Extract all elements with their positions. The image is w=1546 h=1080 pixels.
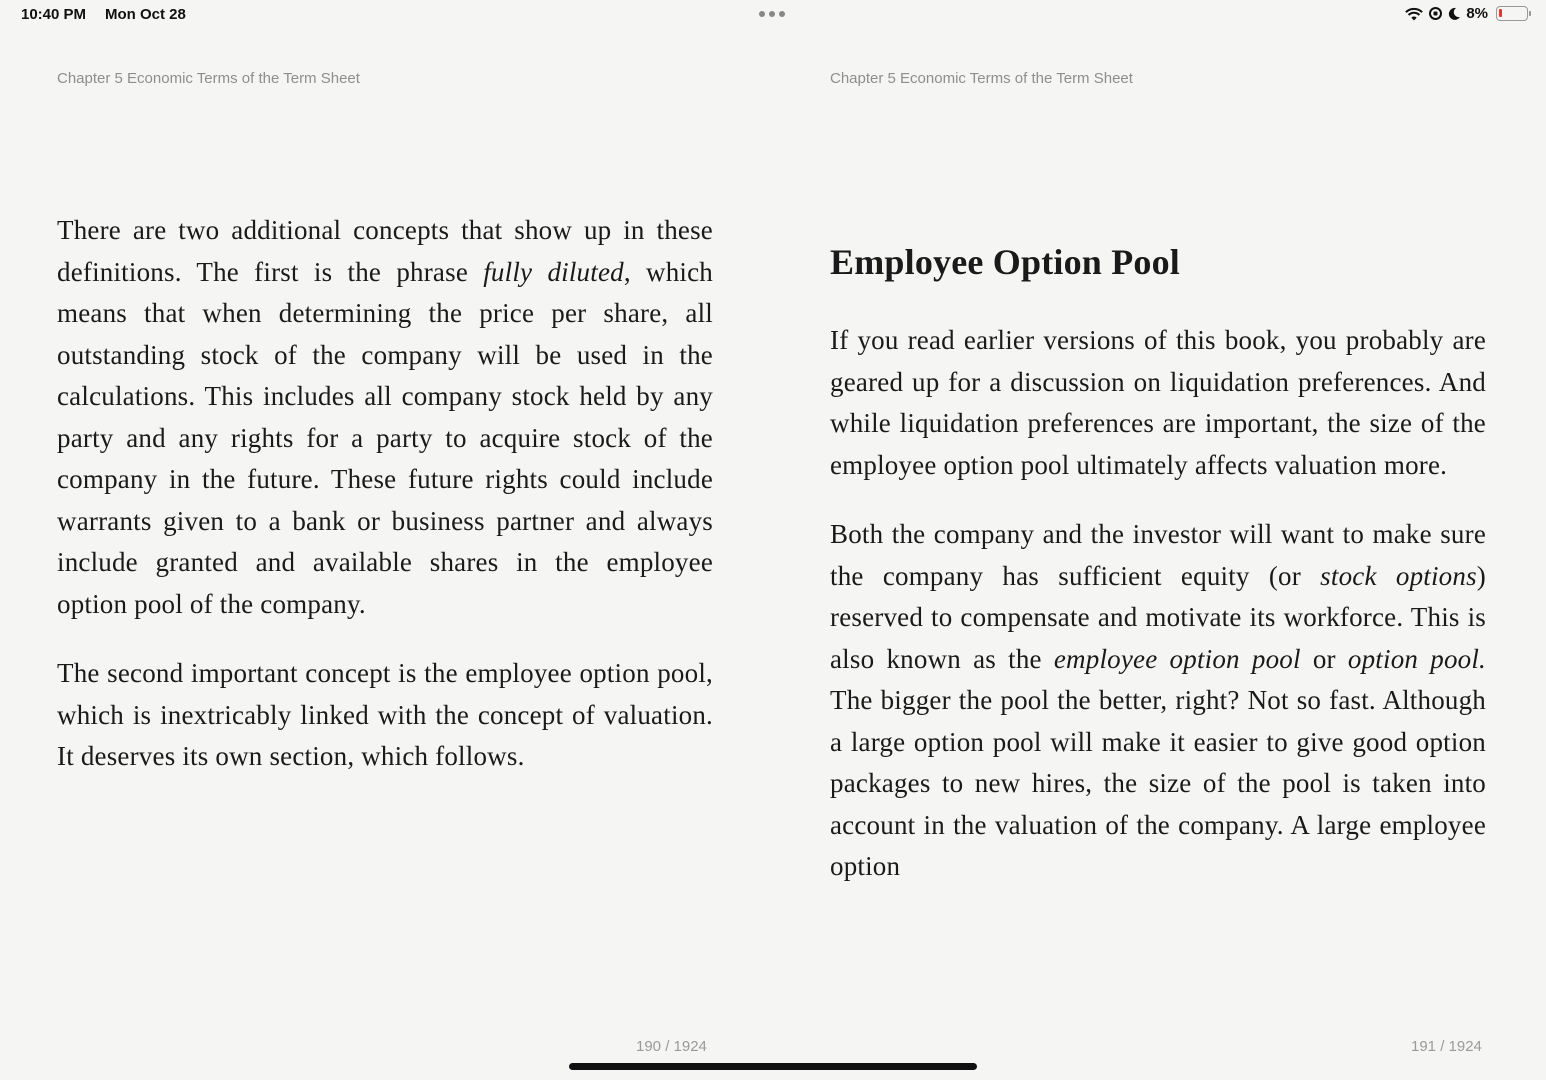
- multitasking-menu-icon[interactable]: [759, 11, 785, 17]
- status-time: 10:40 PM: [21, 6, 87, 23]
- status-bar: [0, 0, 1546, 32]
- page-number-right: 191 / 1924: [1411, 1038, 1482, 1055]
- term-stock-options: stock options: [1320, 560, 1477, 591]
- orientation-lock-icon: [1428, 6, 1443, 21]
- section-heading: Employee Option Pool: [830, 242, 1181, 282]
- right-paragraph-2: Both the company and the investor will want to make sure the company has sufficient equity (or stock options) reserved to compensate and motivate its workforce. This is also known as the employee option pool or option pool. The bigger the pool the better, right? Not so fast. Although a large option pool will make it easier to give good option packages to new hires, the size of the pool is taken into account in the valuation of the company. A large employee option: [830, 519, 1486, 881]
- term-option-pool: option pool.: [1347, 643, 1486, 674]
- moon-icon: [1448, 7, 1461, 21]
- home-indicator[interactable]: [569, 1063, 977, 1070]
- status-indicators: [1405, 5, 1528, 22]
- term-fully-diluted: fully diluted: [483, 256, 624, 287]
- status-date: Mon Oct 28: [105, 6, 186, 23]
- term-employee-option-pool: employee option pool: [1053, 643, 1301, 674]
- page-number-left: 190 / 1924: [636, 1038, 707, 1055]
- chapter-header-left: Chapter 5 Economic Terms of the Term Sheet: [57, 70, 360, 87]
- left-paragraph-1: There are two additional concepts that show up in these definitions. The first is the phrase fully diluted, which means that when determining the price per share, all outstanding stock of the company will be used in the calculations. This includes all company stock held by any party and any rights for a party to acquire stock of the company in the future. These future rights could include warrants given to a bank or business partner and always include granted and available shares in the employee option pool of the company.: [57, 215, 714, 619]
- wifi-icon: [1405, 7, 1423, 21]
- battery-percent: 8%: [1466, 5, 1488, 22]
- right-paragraph-1: If you read earlier versions of this book, you probably are geared up for a discussion on liquidation preferences. And while liquidation preferences are important, the size of the employee option pool ultimately affects valuation more.: [830, 325, 1486, 480]
- left-page[interactable]: [57, 210, 713, 806]
- left-paragraph-2: The second important concept is the employee option pool, which is inextricably linked with the concept of valuation. It deserves its own section, which follows.: [57, 658, 713, 771]
- battery-icon: [1496, 6, 1528, 21]
- chapter-header-right: Chapter 5 Economic Terms of the Term Sheet: [830, 70, 1133, 87]
- right-page[interactable]: [830, 240, 1486, 916]
